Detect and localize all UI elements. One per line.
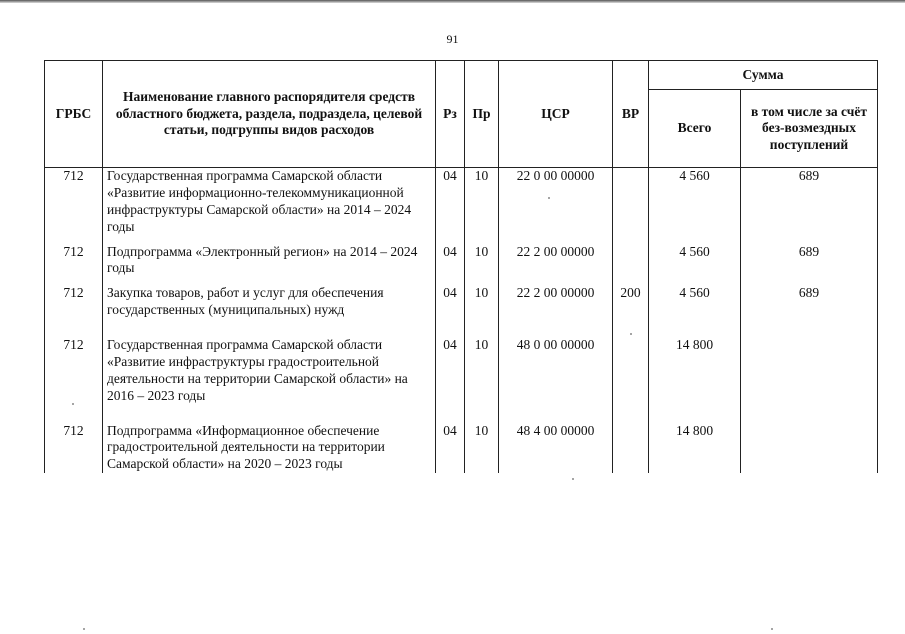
cell-pr: 10: [465, 244, 499, 286]
scan-speck: [771, 628, 773, 630]
table-row: [45, 168, 878, 244]
header-total: Всего: [649, 90, 741, 168]
cell-csr: 22 0 00 00000: [499, 168, 613, 244]
cell-incl: [741, 337, 878, 423]
cell-total: 4 560: [649, 285, 741, 337]
scan-top-edge: [0, 0, 905, 3]
budget-table: [44, 60, 878, 473]
cell-total: 4 560: [649, 244, 741, 286]
cell-name: Государственная программа Самарской области «Развитие инфраструктуры градостроительной деятельности на территории Самарской области» на 2016 – 2023 годы: [103, 337, 436, 423]
header-rz: Рз: [436, 61, 465, 168]
header-grbs: ГРБС: [45, 61, 103, 168]
cell-rz: 04: [436, 423, 465, 474]
cell-grbs: 712: [45, 337, 103, 423]
table-row: [45, 337, 878, 423]
cell-incl: 689: [741, 244, 878, 286]
cell-grbs: 712: [45, 244, 103, 286]
cell-incl: 689: [741, 285, 878, 337]
cell-vr: [613, 244, 649, 286]
cell-vr: [613, 168, 649, 244]
header-name: Наименование главного распорядителя средств областного бюджета, раздела, подраздела, целевой статьи, подгруппы видов расходов: [103, 61, 436, 168]
cell-csr: 22 2 00 00000: [499, 244, 613, 286]
cell-total: 4 560: [649, 168, 741, 244]
cell-pr: 10: [465, 168, 499, 244]
cell-rz: 04: [436, 285, 465, 337]
table-row: [45, 423, 878, 474]
scan-speck: [572, 478, 574, 480]
cell-csr: 22 2 00 00000: [499, 285, 613, 337]
cell-grbs: 712: [45, 168, 103, 244]
table-row: [45, 244, 878, 286]
cell-grbs: 712: [45, 423, 103, 474]
cell-pr: 10: [465, 423, 499, 474]
cell-rz: 04: [436, 337, 465, 423]
header-pr: Пр: [465, 61, 499, 168]
cell-name: Закупка товаров, работ и услуг для обеспечения государственных (муниципальных) нужд: [103, 285, 436, 337]
cell-total: 14 800: [649, 423, 741, 474]
scan-speck: [548, 197, 550, 199]
scan-speck: [83, 628, 85, 630]
cell-grbs: 712: [45, 285, 103, 337]
cell-csr: 48 4 00 00000: [499, 423, 613, 474]
table-row: [45, 285, 878, 337]
page-number: 91: [446, 32, 459, 46]
header-csr: ЦСР: [499, 61, 613, 168]
cell-rz: 04: [436, 168, 465, 244]
cell-incl: [741, 423, 878, 474]
scan-speck: [72, 403, 74, 405]
cell-rz: 04: [436, 244, 465, 286]
cell-total: 14 800: [649, 337, 741, 423]
cell-incl: 689: [741, 168, 878, 244]
cell-vr: 200: [613, 285, 649, 337]
cell-pr: 10: [465, 285, 499, 337]
cell-csr: 48 0 00 00000: [499, 337, 613, 423]
cell-name: Государственная программа Самарской области «Развитие информационно-телекоммуникационной инфраструктуры Самарской области» на 2014 – 2024 годы: [103, 168, 436, 244]
cell-vr: [613, 423, 649, 474]
cell-name: Подпрограмма «Информационное обеспечение градостроительной деятельности на территории Самарской области» на 2020 – 2023 годы: [103, 423, 436, 474]
cell-name: Подпрограмма «Электронный регион» на 2014 – 2024 годы: [103, 244, 436, 286]
scan-speck: [630, 333, 632, 335]
cell-pr: 10: [465, 337, 499, 423]
cell-vr: [613, 337, 649, 423]
header-sum: Сумма: [649, 61, 878, 90]
header-vr: ВР: [613, 61, 649, 168]
header-incl: в том числе за счёт без-возмездных поступлений: [741, 90, 878, 168]
